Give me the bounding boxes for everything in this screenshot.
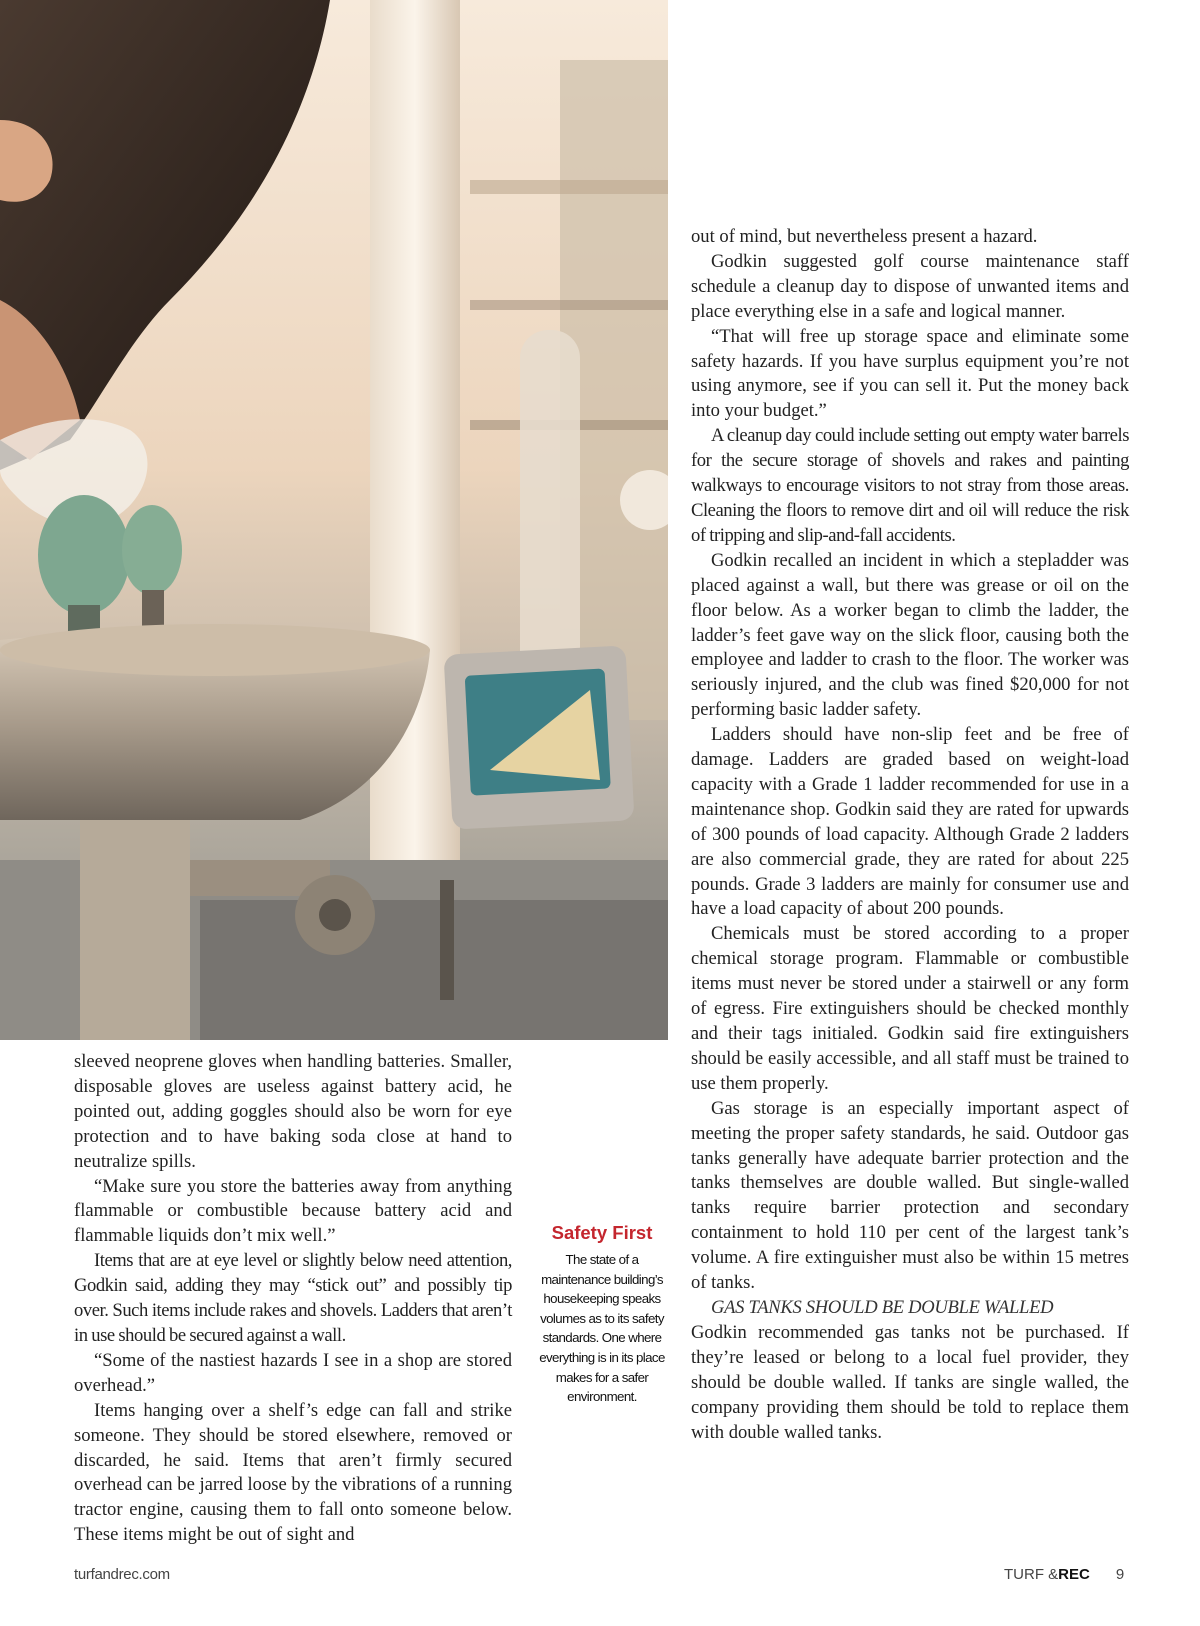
body-paragraph: “That will free up storage space and eliminate some safety hazards. If you have surplus equipment you’re not using anymore, see if you can sell it. Put the money back into your budget.”: [691, 325, 1129, 422]
right-article-column: [691, 225, 1129, 1445]
footer-magazine: [1004, 1566, 1124, 1583]
magazine-prefix: TURF &: [1004, 1566, 1059, 1583]
eyewash-illustration: [0, 0, 668, 1040]
section-subhead: GAS TANKS SHOULD BE DOUBLE WALLED: [711, 1296, 1054, 1318]
body-paragraph: out of mind, but nevertheless present a hazard.: [691, 226, 1038, 247]
magazine-suffix: REC: [1058, 1566, 1090, 1583]
photo-caption-sidebar: [534, 1222, 670, 1407]
body-paragraph: Godkin suggested golf course maintenance staff schedule a cleanup day to dispose of unwanted items and place everything else in a safe and logical manner.: [691, 250, 1129, 322]
eyewash-photo: [0, 0, 668, 1040]
body-paragraph: “Some of the nastiest hazards I see in a shop are stored overhead.”: [74, 1349, 512, 1396]
caption-text: The state of a maintenance building’s housekeeping speaks volumes as to its safety standards. One where everything is in its place makes for a safer environment.: [539, 1252, 665, 1405]
body-paragraph: Items hanging over a shelf’s edge can fall and strike someone. They should be stored elsewhere, removed or discarded, he said. Items that aren’t firmly secured overhead can be jarred loose by the vibrations of a running tractor engine, causing them to fall onto someone below. These items might be out of sight and: [74, 1399, 512, 1546]
body-paragraph: Ladders should have non-slip feet and be free of damage. Ladders are graded based on weight-load capacity with a Grade 1 ladder recommended for use in a maintenance shop. Godkin said they are rated for upwards of 300 pounds of load capacity. Although Grade 2 ladders are also commercial grade, they are rated for about 225 pounds. Grade 3 ladders are mainly for consumer use and have a load capacity of about 200 pounds.: [691, 724, 1129, 920]
body-paragraph: sleeved neoprene gloves when handling batteries. Smaller, disposable gloves are useless against battery acid, he pointed out, adding goggles should also be worn for eye protection and to have baking soda close at hand to neutralize spills.: [74, 1051, 512, 1172]
body-paragraph: “Make sure you store the batteries away from anything flammable or combustible because battery acid and flammable liquids don’t mix well.”: [74, 1175, 512, 1247]
page-number: 9: [1115, 1566, 1125, 1583]
body-paragraph: Godkin recommended gas tanks not be purchased. If they’re leased or belong to a local fuel provider, they should be double walled. If tanks are single walled, the company providing them should be told to replace them with double walled tanks.: [691, 1321, 1129, 1443]
left-article-column: [74, 1050, 512, 1548]
body-paragraph: Godkin recalled an incident in which a stepladder was placed against a wall, but there was grease or oil on the floor below. As a worker began to climb the ladder, the ladder’s feet gave way on the slick floor, causing both the employee and ladder to crash to the floor. The worker was seriously injured, and the club was fined $20,000 for not performing basic ladder safety.: [691, 549, 1129, 721]
caption-title: Safety First: [551, 1222, 653, 1243]
body-paragraph: Chemicals must be stored according to a proper chemical storage program. Flammable or combustible items must never be stored under a stairwell or any form of egress. Fire extinguishers should be checked monthly and their tags initialed. Godkin said fire extinguishers should be easily accessible, and all staff must be trained to use them properly.: [691, 923, 1129, 1094]
body-paragraph: Gas storage is an especially important aspect of meeting the proper safety standards, he said. Outdoor gas tanks generally have adequate barrier protection and the tanks themselves are double walled. But single-walled tanks require barrier protection and secondary containment to hold 110 per cent of the largest tank’s volume. A fire extinguisher must also be within 15 metres of tanks.: [691, 1097, 1129, 1294]
footer-website: turfandrec.com: [74, 1566, 170, 1583]
body-paragraph: A cleanup day could include setting out empty water barrels for the secure storage of shovels and rakes and painting walkways to encourage visitors to not stray from those areas. Cleaning the floors to remove dirt and oil will reduce the risk of tripping and slip-and-fall accidents.: [691, 425, 1129, 546]
body-paragraph: Items that are at eye level or slightly below need attention, Godkin said, adding they may “stick out” and possibly tip over. Such items include rakes and shovels. Ladders that aren’t in use should be secured against a wall.: [74, 1250, 512, 1346]
